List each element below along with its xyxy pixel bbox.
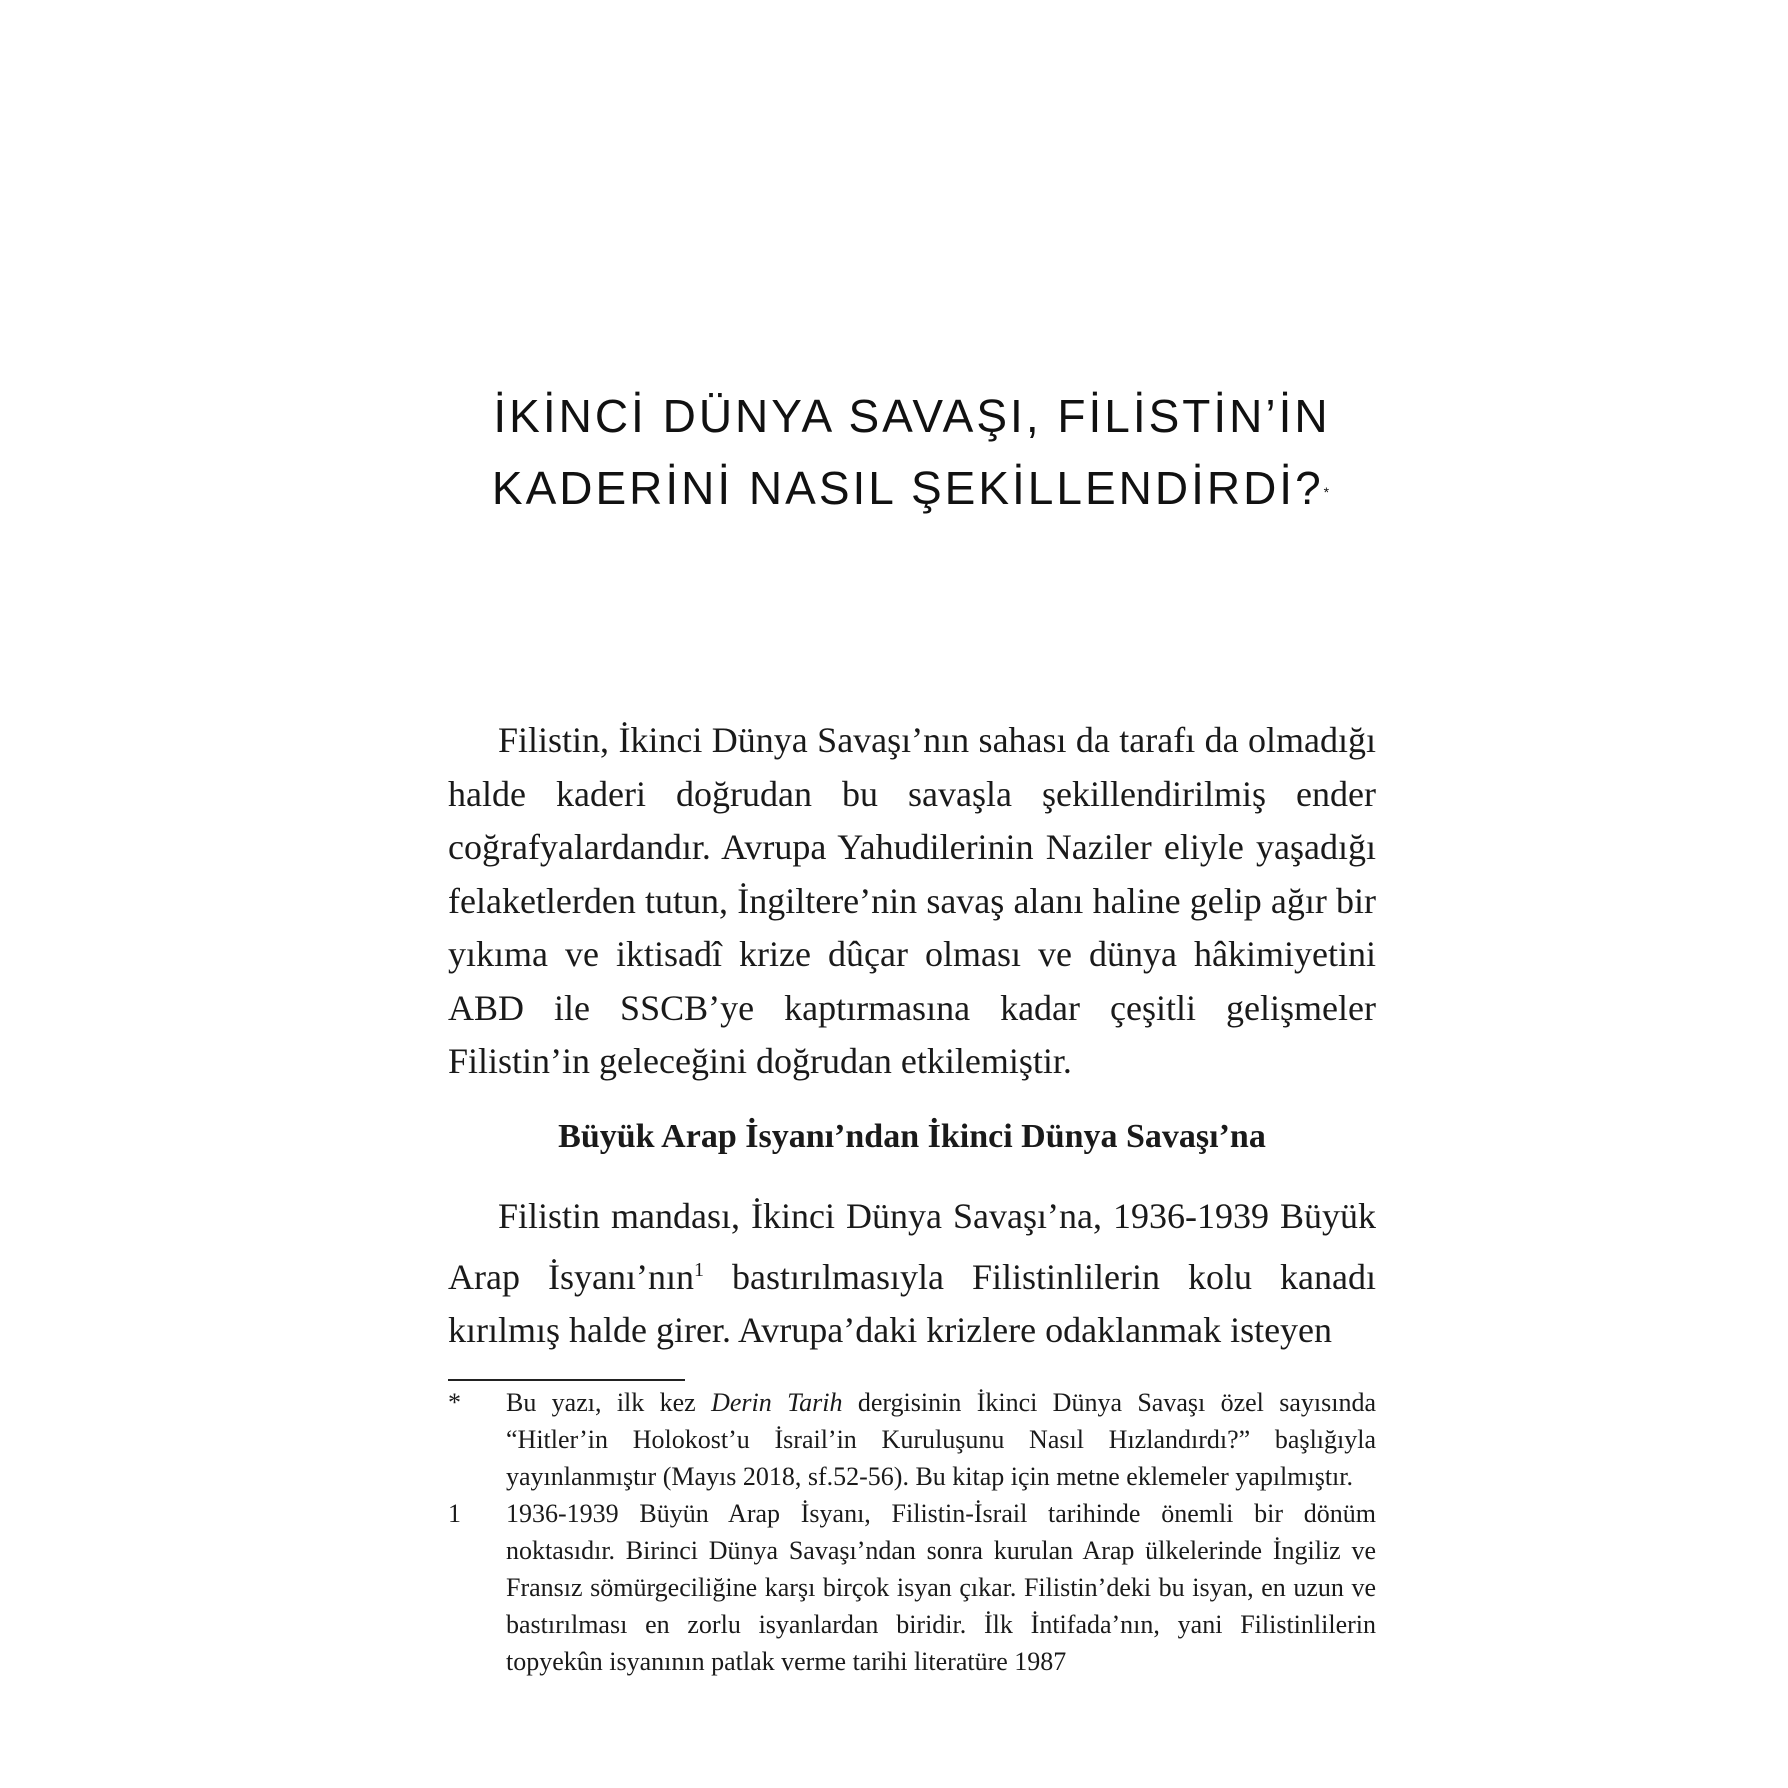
chapter-title bbox=[448, 380, 1376, 524]
footnote-1-text: 1936-1939 Büyün Arap İsyanı, Filistin-İsrail tarihinde önemli bir dönüm noktasıdır. Birinci Dünya Savaşı’ndan sonra kurulan Arap ülkelerinde İngiliz ve Fransız sömürgeciliğine karşı birçok isyan çıkar. Filistin’deki bu isyan, en uzun ve bastırılması en zorlu isyanlardan biridir. İlk İntifada’nın, yani Filistinlilerin topyekûn isyanının patlak verme tarihi literatüre 1987 bbox=[506, 1499, 1376, 1676]
book-page bbox=[448, 0, 1376, 1788]
body-paragraph-2 bbox=[448, 1190, 1376, 1358]
footnote-star-text-a: Bu yazı, ilk kez bbox=[506, 1388, 712, 1417]
footnote-star-mark: * bbox=[448, 1388, 461, 1417]
footnote-divider bbox=[448, 1379, 685, 1381]
paragraph-2-text-a: Filistin mandası, İkinci Dünya Savaşı’na, 1936-1939 Büyük Arap İsyanı’nın bbox=[448, 1196, 1376, 1297]
chapter-title-line-1: İKİNCİ DÜNYA SAVAŞI, FİLİSTİN’İN bbox=[493, 390, 1331, 442]
footnote-1-mark: 1 bbox=[448, 1499, 461, 1528]
chapter-title-line-2 bbox=[448, 452, 1376, 524]
title-footnote-mark: * bbox=[1323, 484, 1333, 500]
footnote-star bbox=[448, 1384, 1376, 1495]
footnote-ref-1: 1 bbox=[693, 1258, 704, 1281]
body-paragraph-1: Filistin, İkinci Dünya Savaşı’nın sahası da tarafı da olmadığı halde kaderi doğrudan bu savaşla şekillendirilmiş ender coğrafyalardandır. Avrupa Yahudilerinin Naziler eliyle yaşadığı felaketlerden tutun, İngiltere’nin savaş alanı haline gelip ağır bir yıkıma ve iktisadî krize dûçar olması ve dünya hâkimiyetini ABD ile SSCB’ye kaptırmasına kadar çeşitli gelişmeler Filistin’in geleceğini doğrudan etkilemiştir. bbox=[448, 720, 1376, 1081]
paragraph-2-text-b: bastırılmasıyla Filistinlilerin kolu kanadı kırılmış halde girer. Avrupa’daki krizlere odaklanmak isteyen bbox=[448, 1256, 1377, 1350]
chapter-title-line-2-text: KADERİNİ NASIL ŞEKİLLENDİRDİ? bbox=[491, 462, 1324, 514]
footnote-1 bbox=[448, 1495, 1376, 1680]
footnotes bbox=[448, 1384, 1376, 1680]
section-subheading: Büyük Arap İsyanı’ndan İkinci Dünya Savaşı’na bbox=[558, 1118, 1266, 1155]
footnote-star-italic-title: Derin Tarih bbox=[711, 1388, 843, 1417]
footnote-star-text-b: dergisinin İkinci Dünya Savaşı özel sayısında “Hitler’in Holokost’u İsrail’in Kuruluşunu Nasıl Hızlandırdı?” başlığıyla yayınlanmıştır (Mayıs 2018, sf.52-56). Bu kitap için metne eklemeler yapılmıştır. bbox=[506, 1388, 1376, 1491]
